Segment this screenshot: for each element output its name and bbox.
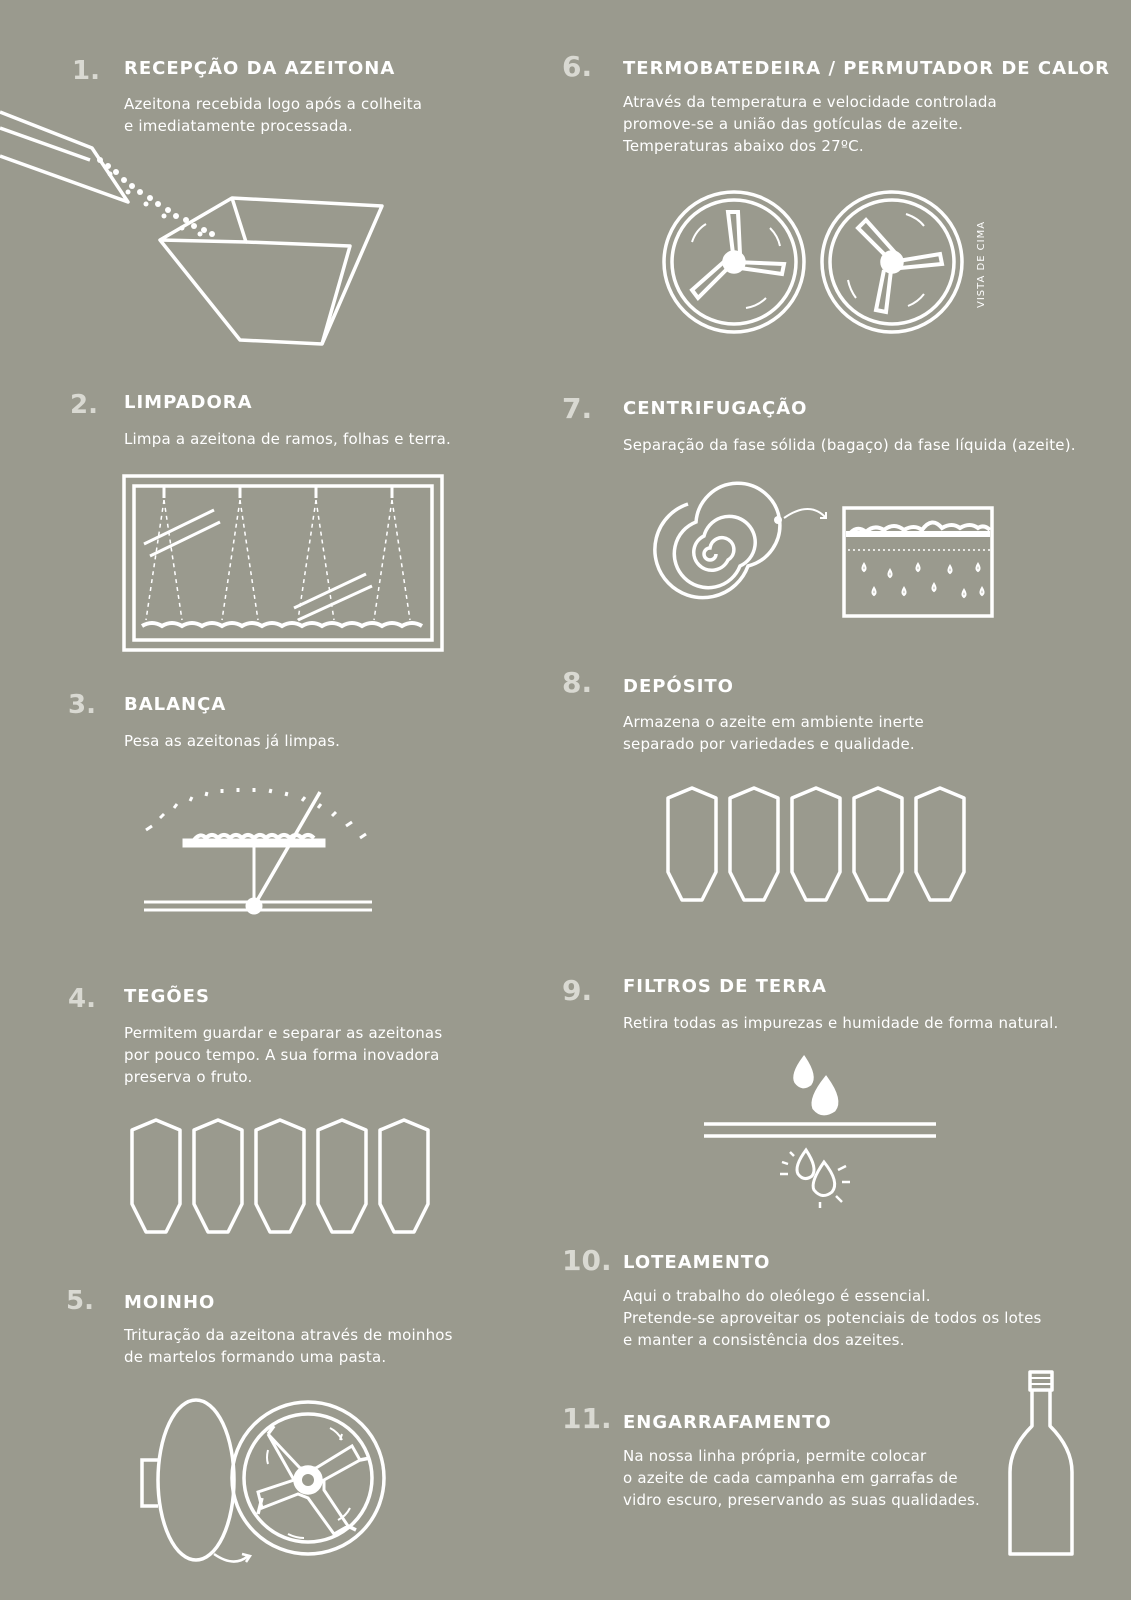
desc-line: Retira todas as impurezas e humidade de forma natural. — [623, 1014, 1059, 1032]
desc-line: Através da temperatura e velocidade controlada — [623, 93, 997, 111]
step-title: DEPÓSITO — [623, 676, 734, 697]
step-description — [124, 1324, 453, 1368]
step-title: ENGARRAFAMENTO — [623, 1412, 832, 1433]
step-number: 2. — [70, 390, 98, 420]
bottle-icon — [1006, 1370, 1078, 1560]
desc-line: Trituração da azeitona através de moinhos — [124, 1326, 453, 1344]
step-title: LOTEAMENTO — [623, 1252, 771, 1273]
desc-line: e manter a consistência dos azeites. — [623, 1331, 905, 1349]
step-number: 7. — [562, 392, 593, 425]
hoppers-icon — [128, 1118, 438, 1236]
step-number: 3. — [68, 690, 96, 720]
desc-line: Aqui o trabalho do oleólego é essencial. — [623, 1287, 931, 1305]
desc-line: Na nossa linha própria, permite colocar — [623, 1447, 927, 1465]
desc-line: Separação da fase sólida (bagaço) da fase líquida (azeite). — [623, 436, 1076, 454]
step-number: 9. — [562, 974, 593, 1007]
desc-line: o azeite de cada campanha em garrafas de — [623, 1469, 958, 1487]
desc-line: vidro escuro, preservando as suas qualidades. — [623, 1491, 981, 1509]
desc-line: preserva o fruto. — [124, 1068, 253, 1086]
desc-line: Permitem guardar e separar as azeitonas — [124, 1024, 443, 1042]
desc-line: Azeitona recebida logo após a colheita — [124, 95, 423, 113]
step-number: 8. — [562, 666, 593, 699]
desc-line: de martelos formando uma pasta. — [124, 1348, 387, 1366]
step-description — [623, 1012, 1058, 1034]
step-number: 6. — [562, 50, 593, 83]
filter-drops-icon — [702, 1056, 942, 1206]
desc-line: Temperaturas abaixo dos 27ºC. — [623, 137, 864, 155]
step-title: CENTRIFUGAÇÃO — [623, 398, 808, 419]
hammer-mill-icon — [138, 1398, 398, 1574]
step-title: RECEPÇÃO DA AZEITONA — [124, 58, 396, 79]
step-number: 11. — [562, 1402, 612, 1435]
step-description — [623, 434, 1076, 456]
desc-line: Limpa a azeitona de ramos, folhas e terra. — [124, 430, 452, 448]
desc-line: separado por variedades e qualidade. — [623, 735, 915, 753]
step-description — [623, 91, 997, 157]
desc-line: Pretende-se aproveitar os potenciais de todos os lotes — [623, 1309, 1042, 1327]
centrifuge-icon — [660, 494, 1000, 624]
malaxer-icon — [662, 190, 972, 340]
step-description — [623, 711, 924, 755]
step-number: 4. — [68, 984, 96, 1014]
step-number: 10. — [562, 1244, 612, 1277]
tanks-icon — [664, 786, 976, 904]
step-title: FILTROS DE TERRA — [623, 976, 827, 997]
desc-line: e imediatamente processada. — [124, 117, 353, 135]
olive-hopper-icon — [0, 100, 400, 360]
step-number: 1. — [72, 56, 100, 86]
scale-icon — [140, 788, 380, 928]
desc-line: Pesa as azeitonas já limpas. — [124, 732, 341, 750]
step-description — [623, 1445, 980, 1511]
step-title: TEGÕES — [124, 986, 210, 1007]
washing-sprayers-icon — [122, 474, 444, 652]
desc-line: por pouco tempo. A sua forma inovadora — [124, 1046, 440, 1064]
step-title: BALANÇA — [124, 694, 227, 715]
step-description — [124, 1022, 442, 1088]
step-description — [124, 428, 451, 450]
desc-line: promove-se a união das gotículas de azeite. — [623, 115, 964, 133]
side-view-label: VISTA DE CIMA — [976, 220, 987, 308]
desc-line: Armazena o azeite em ambiente inerte — [623, 713, 924, 731]
step-title: LIMPADORA — [124, 392, 253, 413]
step-title: MOINHO — [124, 1292, 216, 1313]
step-description — [124, 730, 340, 752]
step-number: 5. — [66, 1286, 94, 1316]
step-description — [623, 1285, 1042, 1351]
step-title: TERMOBATEDEIRA / PERMUTADOR DE CALOR — [623, 58, 1111, 79]
